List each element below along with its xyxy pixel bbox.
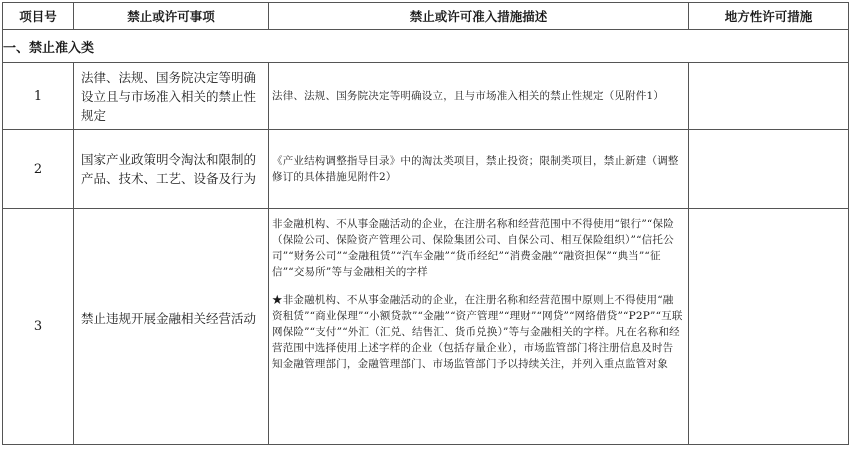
section-title: 一、禁止准入类 — [3, 30, 849, 63]
row-description — [269, 130, 689, 209]
row-local-measure — [689, 63, 849, 130]
header-col-id: 项目号 — [3, 3, 74, 30]
row-description-text: 《产业结构调整指导目录》中的淘汰类项目，禁止投资；限制类项目，禁止新建（调整修订的具体措施见附件2） — [272, 155, 679, 183]
row-description-paragraph: 非金融机构、不从事金融活动的企业，在注册名称和经营范围中不得使用“银行”“保险（保险公司、保险资产管理公司、保险集团公司、自保公司、相互保险组织）”“信托公司”“财务公司”“金融租赁”“汽车金融”“货币经纪”“消费金融”“融资担保”“典当”“征信”“交易所”等与金融相关的字样 — [272, 218, 674, 278]
section-row — [3, 30, 849, 63]
row-item: 法律、法规、国务院决定等明确设立且与市场准入相关的禁止性规定 — [74, 63, 269, 130]
header-col-item: 禁止或许可事项 — [74, 3, 269, 30]
row-description — [269, 63, 689, 130]
table-row — [3, 130, 849, 209]
regulation-table — [2, 2, 849, 445]
row-number: 2 — [3, 130, 74, 209]
table-row — [3, 209, 849, 445]
row-local-measure — [689, 209, 849, 445]
table-row — [3, 63, 849, 130]
row-local-measure — [689, 130, 849, 209]
row-number: 3 — [3, 209, 74, 445]
row-item: 禁止违规开展金融相关经营活动 — [74, 209, 269, 445]
row-item: 国家产业政策明令淘汰和限制的产品、技术、工艺、设备及行为 — [74, 130, 269, 209]
row-number: 1 — [3, 63, 74, 130]
header-row — [3, 3, 849, 30]
header-col-desc: 禁止或许可准入措施描述 — [269, 3, 689, 30]
header-col-local: 地方性许可措施 — [689, 3, 849, 30]
row-description — [269, 209, 689, 445]
row-description-text: 法律、法规、国务院决定等明确设立，且与市场准入相关的禁止性规定（见附件1） — [272, 90, 665, 102]
row-description-paragraph: ★非金融机构、不从事金融活动的企业，在注册名称和经营范围中原则上不得使用“融资租赁”“商业保理”“小额贷款”“金融”“资产管理”“理财”“网贷”“网络借贷”“P2P”“互联网保险”“支付”“外汇（汇兑、结售汇、货币兑换）”等与金融相关的字样。凡在名称和经营范围中选择使用上述字样的企业（包括存量企业），市场监管部门将注册信息及时告知金融管理部门，金融管理部门、市场监管部门予以持续关注，并列入重点监管对象 — [272, 294, 683, 370]
